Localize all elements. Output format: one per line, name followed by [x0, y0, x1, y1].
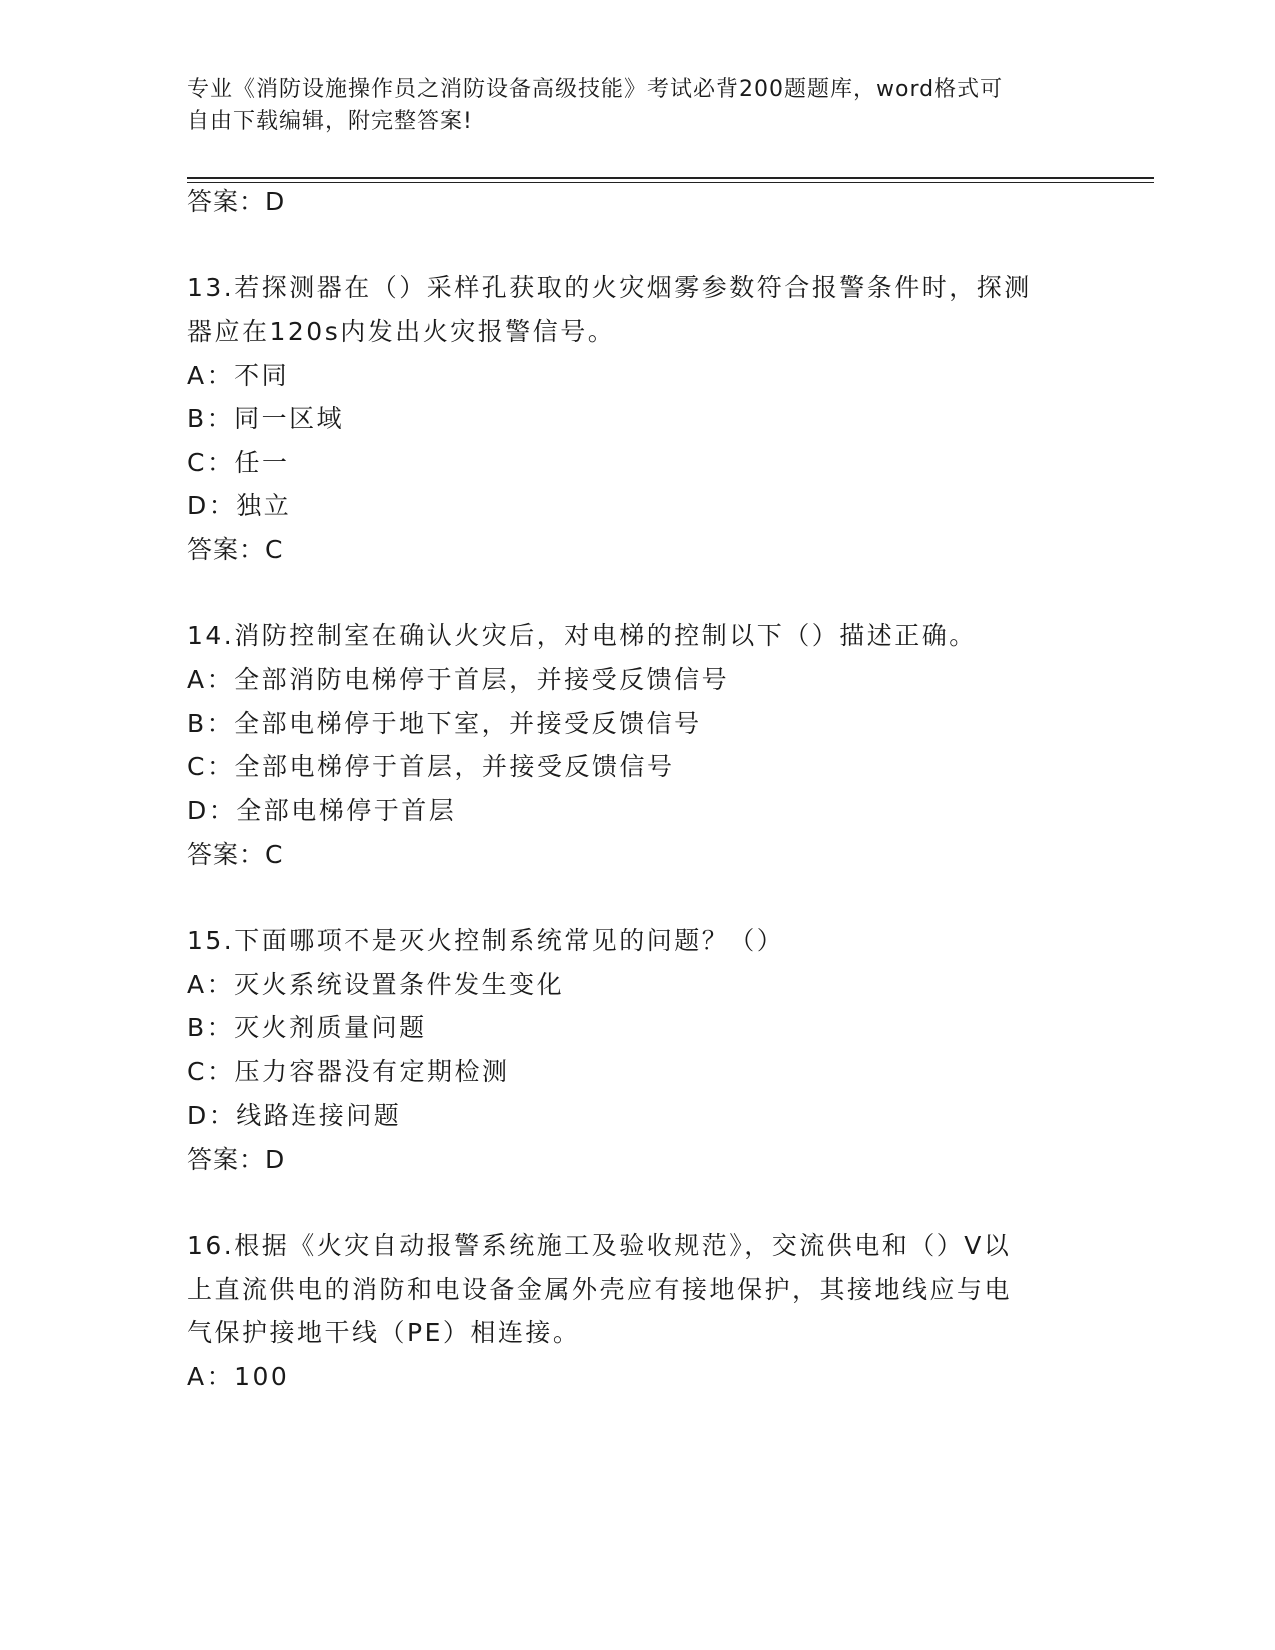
q15-option-b: B：灭火剂质量问题	[187, 1013, 427, 1042]
q14-option-c: C：全部电梯停于首层，并接受反馈信号	[187, 752, 675, 781]
q14-option-a: A：全部消防电梯停于首层，并接受反馈信号	[187, 665, 730, 694]
q14-answer: 答案：C	[187, 840, 284, 869]
q15-text-line-1: 15.下面哪项不是灭火控制系统常见的问题？（）	[187, 926, 785, 955]
q14-option-b: B：全部电梯停于地下室，并接受反馈信号	[187, 709, 702, 738]
q13-option-b: B：同一区域	[187, 404, 345, 433]
q14-text-line-1: 14.消防控制室在确认火灾后，对电梯的控制以下（）描述正确。	[187, 621, 977, 650]
q15-option-c: C：压力容器没有定期检测	[187, 1057, 510, 1086]
q13-option-c: C：任一	[187, 448, 290, 477]
q13-answer: 答案：C	[187, 535, 284, 564]
q13-text-line-2: 器应在120s内发出火灾报警信号。	[187, 317, 616, 346]
q13-text-line-1: 13.若探测器在（）采样孔获取的火灾烟雾参数符合报警条件时，探测	[187, 273, 1032, 302]
q15-option-d: D：线路连接问题	[187, 1101, 402, 1130]
q15-answer: 答案：D	[187, 1145, 286, 1174]
q16-text-line-3: 气保护接地干线（PE）相连接。	[187, 1318, 581, 1347]
q16-text-line-1: 16.根据《火灾自动报警系统施工及验收规范》，交流供电和（）V以	[187, 1231, 1012, 1260]
header-line-2: 自由下载编辑，附完整答案!	[187, 109, 473, 134]
header-divider-thick	[187, 177, 1154, 179]
q15-option-a: A：灭火系统设置条件发生变化	[187, 970, 565, 999]
q16-text-line-2: 上直流供电的消防和电设备金属外壳应有接地保护，其接地线应与电	[187, 1275, 1013, 1304]
header-text	[187, 74, 1067, 138]
q13-option-d: D：独立	[187, 491, 292, 520]
q16-option-a: A：100	[187, 1362, 290, 1391]
prev-answer: 答案：D	[187, 187, 286, 216]
header-divider-thin	[187, 182, 1154, 183]
q14-option-d: D：全部电梯停于首层	[187, 796, 457, 825]
header-line-1: 专业《消防设施操作员之消防设备高级技能》考试必背200题题库，word格式可	[187, 77, 1004, 102]
q13-option-a: A：不同	[187, 361, 290, 390]
